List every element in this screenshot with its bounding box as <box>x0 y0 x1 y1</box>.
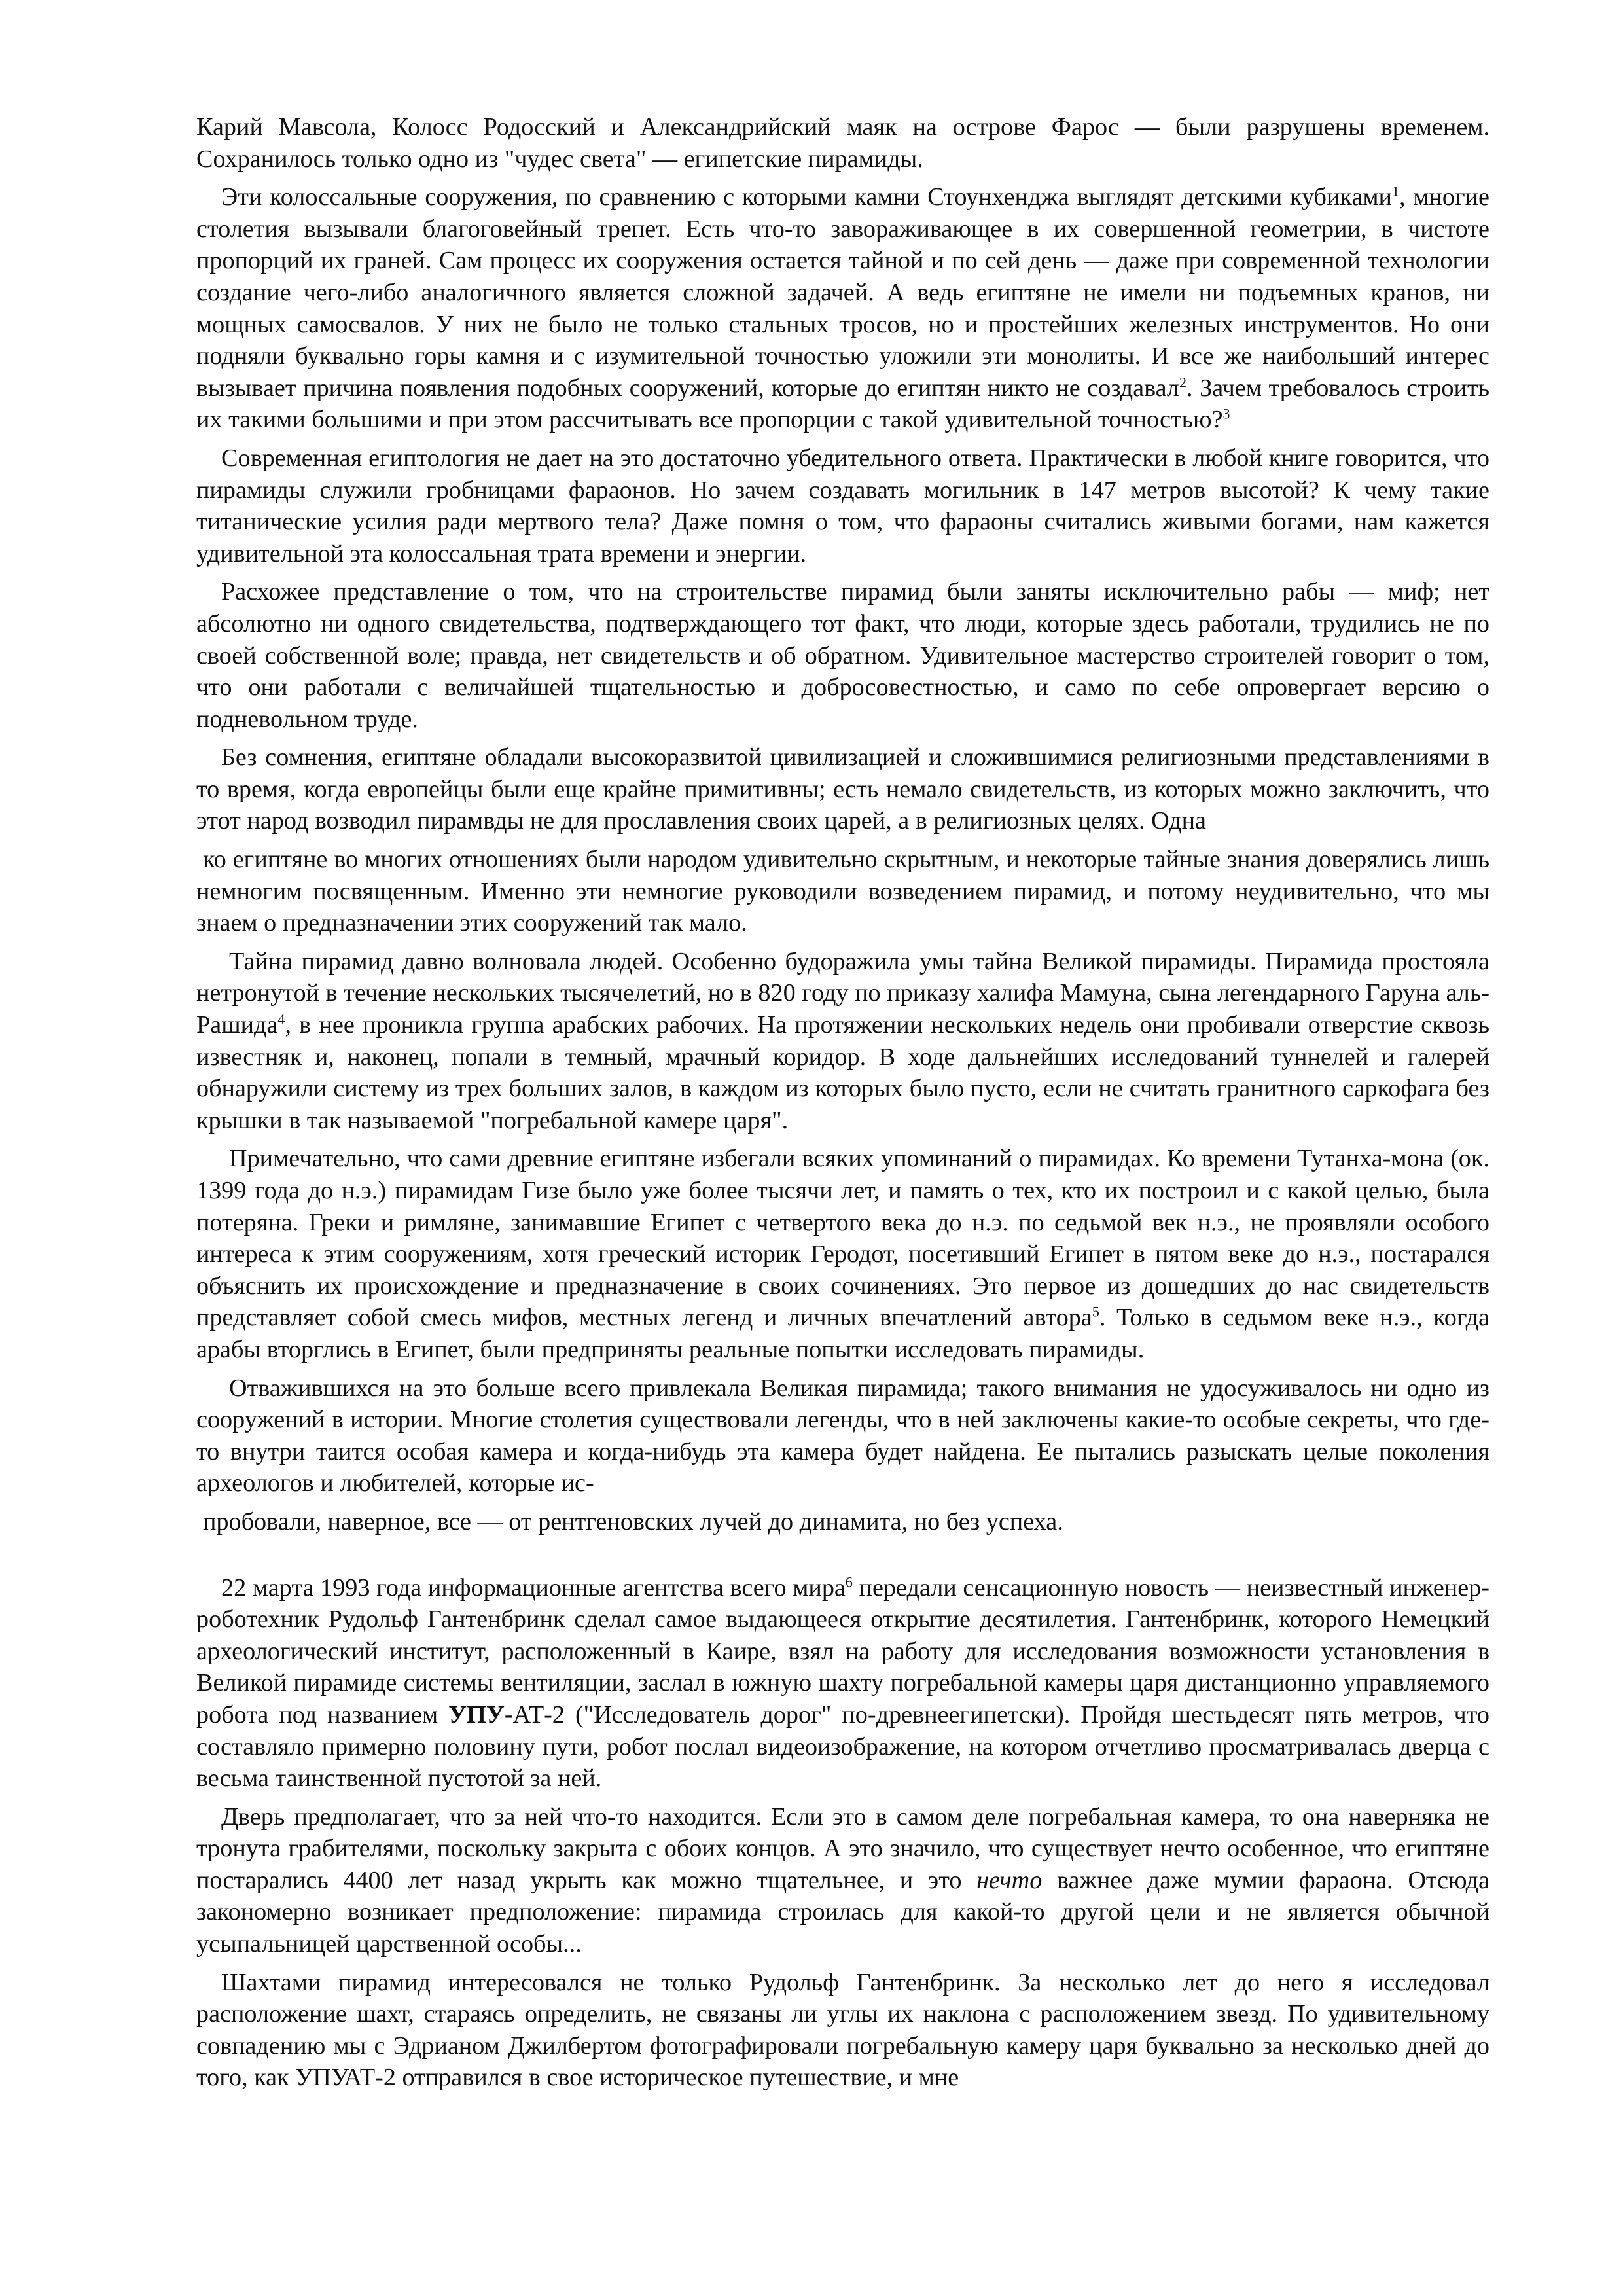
document-page <box>196 111 1489 2100</box>
paragraph-12-text-b: важнее даже мумии фараона. Отсюда закономерно возникает предположение: пирамида строилась для какой-то другой цели и не является обычной усыпальницей царственной особы... <box>196 1866 1489 1958</box>
paragraph-8 <box>196 1143 1489 1365</box>
paragraph-7 <box>196 946 1489 1137</box>
paragraph-13: Шахтами пирамид интересовался не только Рудольф Гантенбринк. За несколько лет до него я исследовал расположение шахт, стараясь определить, не связаны ли углы их наклона с расположением звезд. По удивительному совпадению мы с Эдрианом Джилбертом фотографировали погребальную камеру царя буквально за несколько дней до того, как УПУАТ-2 отправился в свое историческое путешествие, и мне <box>196 1968 1489 2092</box>
paragraph-7-text-b: , в нее проникла группа арабских рабочих. На протяжении нескольких недель они пробивали отверстие сквозь известняк и, наконец, попали в темный, мрачный коридор. В ходе дальнейших исследований туннелей и галерей обнаружили систему из трех больших залов, в каждом из которых было пусто, если не считать гранитного саркофага без крышки в так называемой "погребальной камере царя". <box>196 1011 1489 1134</box>
paragraph-10: пробовали, наверное, все — от рентгеновских лучей до динамита, но без успеха. <box>203 1507 1063 1535</box>
paragraph-11-text-b: передали сенсационную новость — неизвестный инженер-роботехник Рудольф Гантенбринк сделал самое выдающееся открытие десятилетия. Гантенбринк, которого Немецкий археологический институт, расположенный в Каире, взял на работу для исследования возможности установления в Великой пирамиде системы вентиляции, заслал в южную шахту погребальной камеры царя дистанционно управляемого робота под названием <box>196 1573 1490 1729</box>
paragraph-4: Расхожее представление о том, что на строительстве пирамид были заняты исключительно рабы — миф; нет абсолютно ни одного свидетельства, подтверждающего тот факт, что люди, которые здесь работали, трудились не по своей собственной воле; правда, нет свидетельств и об обратном. Удивительное мастерство строителей говорит о том, что они работали с величайшей тщательностью и добросовестностью, и само по себе опровергает версию о подневольном труде. <box>196 578 1489 733</box>
paragraph-2-text-a: Эти колоссальные сооружения, по сравнению с которыми камни Стоунхенджа выглядят детскими кубиками <box>221 183 1392 211</box>
paragraph-12 <box>196 1801 1489 1960</box>
paragraph-6: ко египтяне во многих отношениях были народом удивительно скрытным, и некоторые тайные знания доверялись лишь немногим посвященным. Именно эти немногие руководили возведением пирамид, и потому неудивительно, что мы знаем о предназначении этих сооружений так мало. <box>196 846 1489 937</box>
paragraph-11 <box>196 1572 1489 1795</box>
footnote-ref-6: 6 <box>845 1573 853 1590</box>
paragraph-7-text-a: Тайна пирамид давно волновала людей. Особенно будоражила умы тайна Великой пирамиды. Пирамида простояла нетронутой в течение нескольких тысячелетий, но в 820 году по приказу халифа Мамуна, сына легендарного Гаруна аль-Рашида <box>196 947 1489 1039</box>
paragraph-12-text-a: Дверь предполагает, что за ней что-то находится. Если это в самом деле погребальная камера, то она наверняка не тронута грабителями, поскольку закрыта с обоих концов. А это значило, что существует нечто особенное, что египтяне постарались 4400 лет назад укрыть как можно тщательнее, и это <box>196 1803 1489 1894</box>
paragraph-2-text-b: , многие столетия вызывали благоговейный трепет. Есть что-то завораживающее в их совершенной геометрии, в чистоте пропорций их граней. Сам процесс их сооружения остается тайной и по сей день — даже при современной технологии создание чего-либо аналогичного является сложной задачей. А ведь египтяне не имели ни подъемных кранов, ни мощных самосвалов. У них не было не только стальных тросов, но и простейших железных инструментов. Но они подняли буквально горы камня и с изумительной точностью уложили эти монолиты. И все же наибольший интерес вызывает причина появления подобных сооружений, которые до египтян никто не создавал <box>196 183 1490 402</box>
paragraph-8-text-a: Примечательно, что сами древние египтяне избегали всяких упоминаний о пирамидах. Ко времени Тутанха-мона (ок. 1399 года до н.э.) пирамидам Гизе было уже более тысячи лет, и память о тех, кто их построил и с какой целью, была потеряна. Греки и римляне, занимавшие Египет с четвертого века до н.э. по седьмой век н.э., не проявляли особого интереса к этим сооружениям, хотя греческий историк Геродот, посетивший Египет в пятом веке до н.э., постарался объяснить их происхождение и предназначение в своих сочинениях. Это первое из дошедших до нас свидетельств представляет собой смесь мифов, местных легенд и личных впечатлений автора <box>196 1145 1489 1332</box>
footnote-ref-5: 5 <box>1092 1303 1099 1320</box>
footnote-ref-2: 2 <box>1179 374 1186 391</box>
paragraph-1: Карий Мавсола, Колосс Родосский и Александрийский маяк на острове Фарос — были разрушены временем. Сохранилось только одно из "чудес света" — египетские пирамиды. <box>196 113 1489 173</box>
emphasis-italic: нечто <box>976 1866 1043 1894</box>
paragraph-9: Отважившихся на это больше всего привлекала Великая пирамида; такого внимания не удосуживалось ни одно из сооружений в истории. Многие столетия существовали легенды, что в ней заключены какие-то особые секреты, что где-то внутри таится особая камера и когда-нибудь эта камера будет найдена. Ее пытались разыскать целые поколения археологов и любителей, которые ис- <box>196 1374 1489 1498</box>
paragraph-11-text-c: АТ-2 ("Исследователь дорог" по-древнеегипетски). Пройдя шестьдесят пять метров, что составляло примерно половину пути, робот послал видеоизображение, на котором отчетливо просматривалась дверца с весьма таинственной пустотой за ней. <box>196 1700 1489 1793</box>
robot-name-bold: УПУ- <box>448 1700 513 1729</box>
paragraph-11-text-a: 22 марта 1993 года информационные агентства всего мира <box>221 1573 846 1602</box>
paragraph-2-text-c: . Зачем требовалось строить их такими большими и при этом рассчитывать все пропорции с такой удивительной точностью? <box>196 374 1489 434</box>
paragraph-3: Современная египтология не дает на это достаточно убедительного ответа. Практически в любой книге говорится, что пирамиды служили гробницами фараонов. Но зачем создавать могильник в 147 метров высотой? К чему такие титанические усилия ради мертвого тела? Даже помня о том, что фараоны считались живыми богами, нам кажется удивительной эта колоссальная трата времени и энергии. <box>196 444 1489 567</box>
paragraph-2 <box>196 181 1489 436</box>
paragraph-8-text-b: . Только в седьмом веке н.э., когда арабы вторглись в Египет, были предприняты реальные попытки исследовать пирамиды. <box>196 1304 1490 1363</box>
footnote-ref-1: 1 <box>1391 183 1399 200</box>
footnote-ref-4: 4 <box>277 1011 285 1028</box>
paragraph-5: Без сомнения, египтяне обладали высокоразвитой цивилизацией и сложившимися религиозными представлениями в то время, когда европейцы были еще крайне примитивны; есть немало свидетельств, из которых можно заключить, что этот народ возводил пирамвды не для прославления своих царей, а в религиозных целях. Одна <box>196 744 1489 835</box>
footnote-ref-3: 3 <box>1222 405 1230 422</box>
